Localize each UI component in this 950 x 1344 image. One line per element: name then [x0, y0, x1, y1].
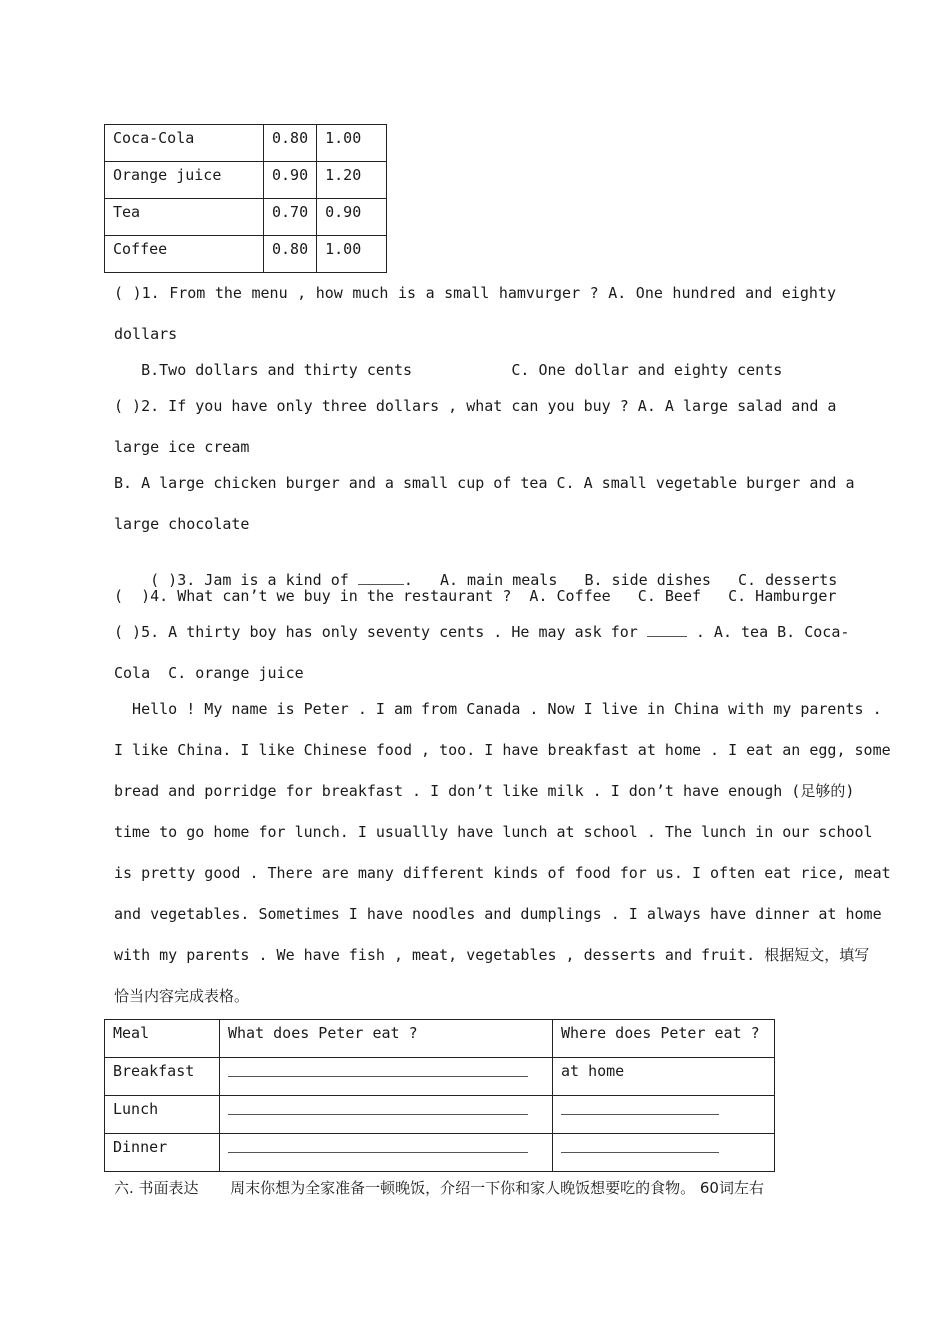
question-4: ( )4. What can’t we buy in the restaurant ? A. Coffee C. Beef C. Hamburger [114, 587, 837, 605]
menu-item-cell: Coca-Cola [105, 125, 264, 162]
menu-item-cell: Orange juice [105, 162, 264, 199]
what-eat-cell [220, 1058, 553, 1096]
where-eat-cell: at home [553, 1058, 775, 1096]
answer-blank[interactable] [228, 1062, 528, 1077]
question-1-options: B.Two dollars and thirty cents C. One dollar and eighty cents [114, 361, 783, 379]
table-row [105, 199, 387, 236]
answer-blank[interactable] [561, 1138, 719, 1153]
question-2-line: ( )2. If you have only three dollars , what can you buy ? A. A large salad and a [114, 397, 837, 415]
question-5-stem: ( )5. A thirty boy has only seventy cents . He may ask for [114, 623, 647, 641]
passage-line: 恰当内容完成表格。 [114, 987, 250, 1005]
menu-item-cell: Coffee [105, 236, 264, 273]
passage-line: with my parents . We have fish , meat, vegetables , desserts and fruit. 根据短文，填写 [114, 946, 870, 964]
writing-prompt: 周末你想为全家准备一顿晚饭，介绍一下你和家人晚饭想要吃的食物。 60词左右 [230, 1179, 764, 1197]
meal-cell: Lunch [105, 1096, 220, 1134]
menu-small-price-cell: 0.90 [264, 162, 317, 199]
meal-table [104, 1019, 775, 1172]
table-row [105, 125, 387, 162]
passage-line: time to go home for lunch. I usuallly have lunch at school . The lunch in our school [114, 823, 873, 841]
answer-blank[interactable] [358, 570, 404, 585]
meal-cell: Breakfast [105, 1058, 220, 1096]
table-row [105, 162, 387, 199]
passage-line: and vegetables. Sometimes I have noodles and dumplings . I always have dinner at home [114, 905, 882, 923]
what-eat-cell [220, 1134, 553, 1172]
passage-line: bread and porridge for breakfast . I don’t like milk . I don’t have enough (足够的) [114, 782, 855, 800]
answer-blank[interactable] [228, 1100, 528, 1115]
passage-line: I like China. I like Chinese food , too. I have breakfast at home . I eat an egg, some [114, 741, 891, 759]
passage-line: is pretty good . There are many different kinds of food for us. I often eat rice, meat [114, 864, 891, 882]
answer-blank[interactable] [228, 1138, 528, 1153]
where-eat-cell [553, 1134, 775, 1172]
question-1-line: dollars [114, 325, 178, 343]
menu-large-price-cell: 1.20 [317, 162, 387, 199]
meal-cell: Dinner [105, 1134, 220, 1172]
where-eat-cell [553, 1096, 775, 1134]
answer-blank[interactable] [561, 1100, 719, 1115]
menu-item-cell: Tea [105, 199, 264, 236]
question-2-line: large chocolate [114, 515, 250, 533]
question-2-line: large ice cream [114, 438, 250, 456]
question-5-line: Cola C. orange juice [114, 664, 304, 682]
question-5-options: . A. tea B. Coca- [686, 623, 850, 641]
menu-large-price-cell: 1.00 [317, 125, 387, 162]
question-5 [114, 622, 850, 642]
question-1-line: ( )1. From the menu , how much is a small hamvurger ? A. One hundred and eighty [114, 284, 836, 302]
passage-line: Hello ! My name is Peter . I am from Canada . Now I live in China with my parents . [114, 700, 882, 718]
table-row [105, 1096, 775, 1134]
menu-large-price-cell: 0.90 [317, 199, 387, 236]
menu-small-price-cell: 0.80 [264, 125, 317, 162]
column-header: Where does Peter eat ? [553, 1020, 775, 1058]
what-eat-cell [220, 1096, 553, 1134]
column-header: Meal [105, 1020, 220, 1058]
section-label: 六. 书面表达 [114, 1179, 199, 1197]
column-header: What does Peter eat ? [220, 1020, 553, 1058]
table-row [105, 1058, 775, 1096]
drink-menu-table [104, 124, 387, 273]
answer-blank[interactable] [647, 622, 687, 637]
table-row [105, 1134, 775, 1172]
menu-large-price-cell: 1.00 [317, 236, 387, 273]
question-3-stem: ( )3. Jam is a kind of [150, 571, 358, 589]
menu-small-price-cell: 0.80 [264, 236, 317, 273]
question-2-options: B. A large chicken burger and a small cup of tea C. A small vegetable burger and a [114, 474, 855, 492]
writing-task [114, 1178, 836, 1198]
question-3-options: . A. main meals B. side dishes C. desserts [403, 571, 838, 589]
table-header-row [105, 1020, 775, 1058]
table-row [105, 236, 387, 273]
menu-small-price-cell: 0.70 [264, 199, 317, 236]
